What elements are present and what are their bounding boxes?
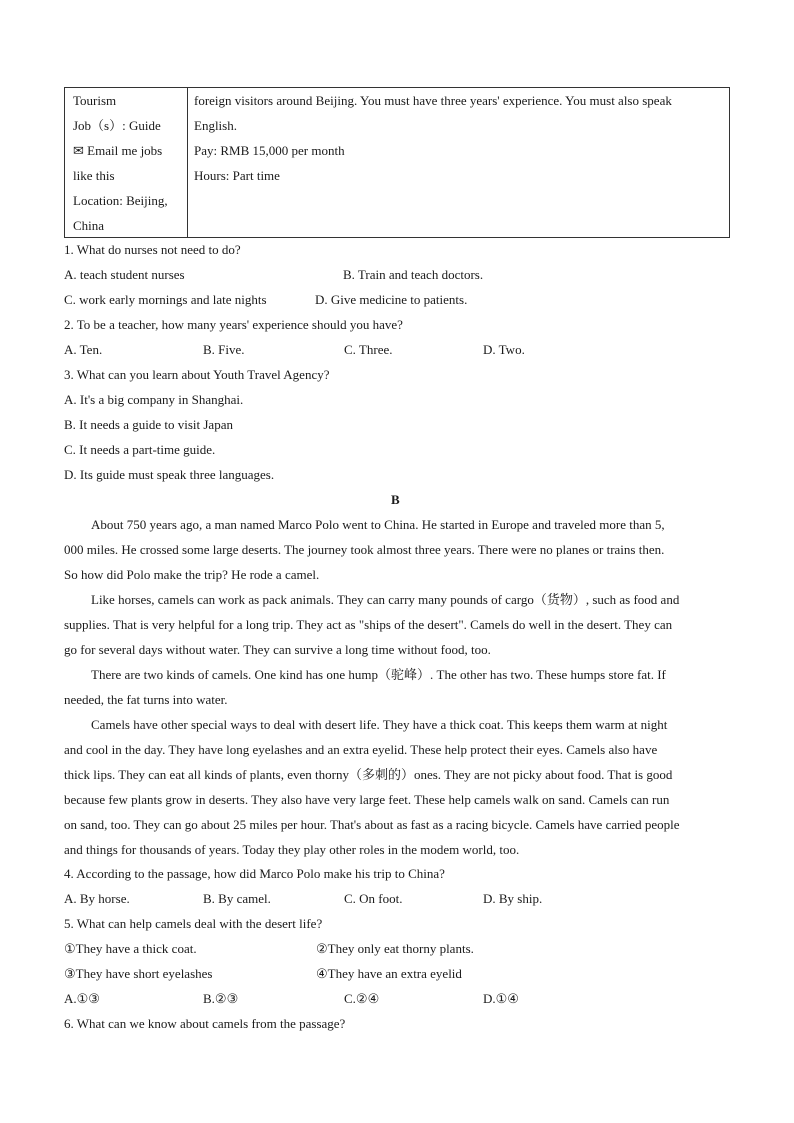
passage-line: and cool in the day. They have long eyelashes and an extra eyelid. These help protect their eyes. Camels also have: [64, 742, 658, 757]
answer-option: D. Two.: [483, 342, 525, 357]
passage-line: Camels have other special ways to deal with desert life. They have a thick coat. This keeps them warm at night: [91, 717, 668, 732]
answer-option: B. By camel.: [203, 891, 271, 906]
answer-option: B. Train and teach doctors.: [343, 267, 484, 282]
passage-line: 000 miles. He crossed some large deserts. The journey took almost three years. There were no planes or trains then.: [64, 542, 665, 557]
job-listing-table: [64, 87, 730, 238]
question-stem: 3. What can you learn about Youth Travel Agency?: [64, 367, 330, 382]
answer-option: C. Three.: [344, 342, 393, 357]
passage-line: thick lips. They can eat all kinds of plants, even thorny（多刺的）ones. They are not picky about food. That is good: [64, 767, 673, 782]
answer-option: C.②④: [344, 991, 380, 1006]
answer-option: C. work early mornings and late nights: [64, 292, 267, 307]
answer-option: A.①③: [64, 991, 100, 1006]
statement-option: ④They have an extra eyelid: [316, 966, 462, 981]
passage-line: and things for thousands of years. Today they play other roles in the modem world, too.: [64, 842, 520, 857]
left-cell-line: Location: Beijing,: [73, 193, 168, 208]
table-divider: [187, 88, 188, 237]
answer-option: A. Ten.: [64, 342, 103, 357]
question-stem: 4. According to the passage, how did Marco Polo make his trip to China?: [64, 866, 445, 881]
question-stem: 6. What can we know about camels from the passage?: [64, 1016, 346, 1031]
passage-line: About 750 years ago, a man named Marco Polo went to China. He started in Europe and traveled more than 5,: [91, 517, 665, 532]
answer-option: D. By ship.: [483, 891, 543, 906]
answer-option: B. Five.: [203, 342, 245, 357]
answer-option: B. It needs a guide to visit Japan: [64, 417, 233, 432]
answer-option: A. By horse.: [64, 891, 130, 906]
question-stem: 5. What can help camels deal with the desert life?: [64, 916, 323, 931]
left-cell-line: China: [73, 218, 105, 233]
passage-line: go for several days without water. They can survive a long time without food, too.: [64, 642, 491, 657]
passage-line: Like horses, camels can work as pack animals. They can carry many pounds of cargo（货物）, such as food and: [91, 592, 680, 607]
answer-option: C. It needs a part-time guide.: [64, 442, 216, 457]
question-stem: 2. To be a teacher, how many years' experience should you have?: [64, 317, 403, 332]
right-cell-line: Pay: RMB 15,000 per month: [194, 143, 345, 158]
right-cell-line: foreign visitors around Beijing. You must have three years' experience. You must also speak: [194, 93, 672, 108]
right-cell-line: English.: [194, 118, 237, 133]
passage-line: supplies. That is very helpful for a long trip. They act as "ships of the desert". Camels do well in the desert. They can: [64, 617, 673, 632]
left-cell-line: like this: [73, 168, 115, 183]
passage-line: needed, the fat turns into water.: [64, 692, 228, 707]
left-cell-line: ✉ Email me jobs: [73, 143, 163, 158]
question-stem: 1. What do nurses not need to do?: [64, 242, 241, 257]
left-cell-line: Job（s）: Guide: [73, 118, 161, 133]
statement-option: ③They have short eyelashes: [64, 966, 213, 981]
statement-option: ②They only eat thorny plants.: [316, 941, 474, 956]
answer-option: D.①④: [483, 991, 519, 1006]
passage-line: So how did Polo make the trip? He rode a camel.: [64, 567, 320, 582]
right-cell-line: Hours: Part time: [194, 168, 280, 183]
left-cell-line: Tourism: [73, 93, 117, 108]
answer-option: D. Give medicine to patients.: [315, 292, 468, 307]
answer-option: A. teach student nurses: [64, 267, 185, 282]
answer-option: A. It's a big company in Shanghai.: [64, 392, 244, 407]
answer-option: B.②③: [203, 991, 239, 1006]
passage-line: because few plants grow in deserts. They also have very large feet. These help camels walk on sand. Camels can run: [64, 792, 670, 807]
section-heading: B: [391, 492, 400, 507]
passage-line: There are two kinds of camels. One kind has one hump（驼峰）. The other has two. These humps store fat. If: [91, 667, 666, 682]
passage-line: on sand, too. They can go about 25 miles per hour. That's about as fast as a racing bicycle. Camels have carried people: [64, 817, 680, 832]
answer-option: C. On foot.: [344, 891, 403, 906]
statement-option: ①They have a thick coat.: [64, 941, 197, 956]
answer-option: D. Its guide must speak three languages.: [64, 467, 275, 482]
